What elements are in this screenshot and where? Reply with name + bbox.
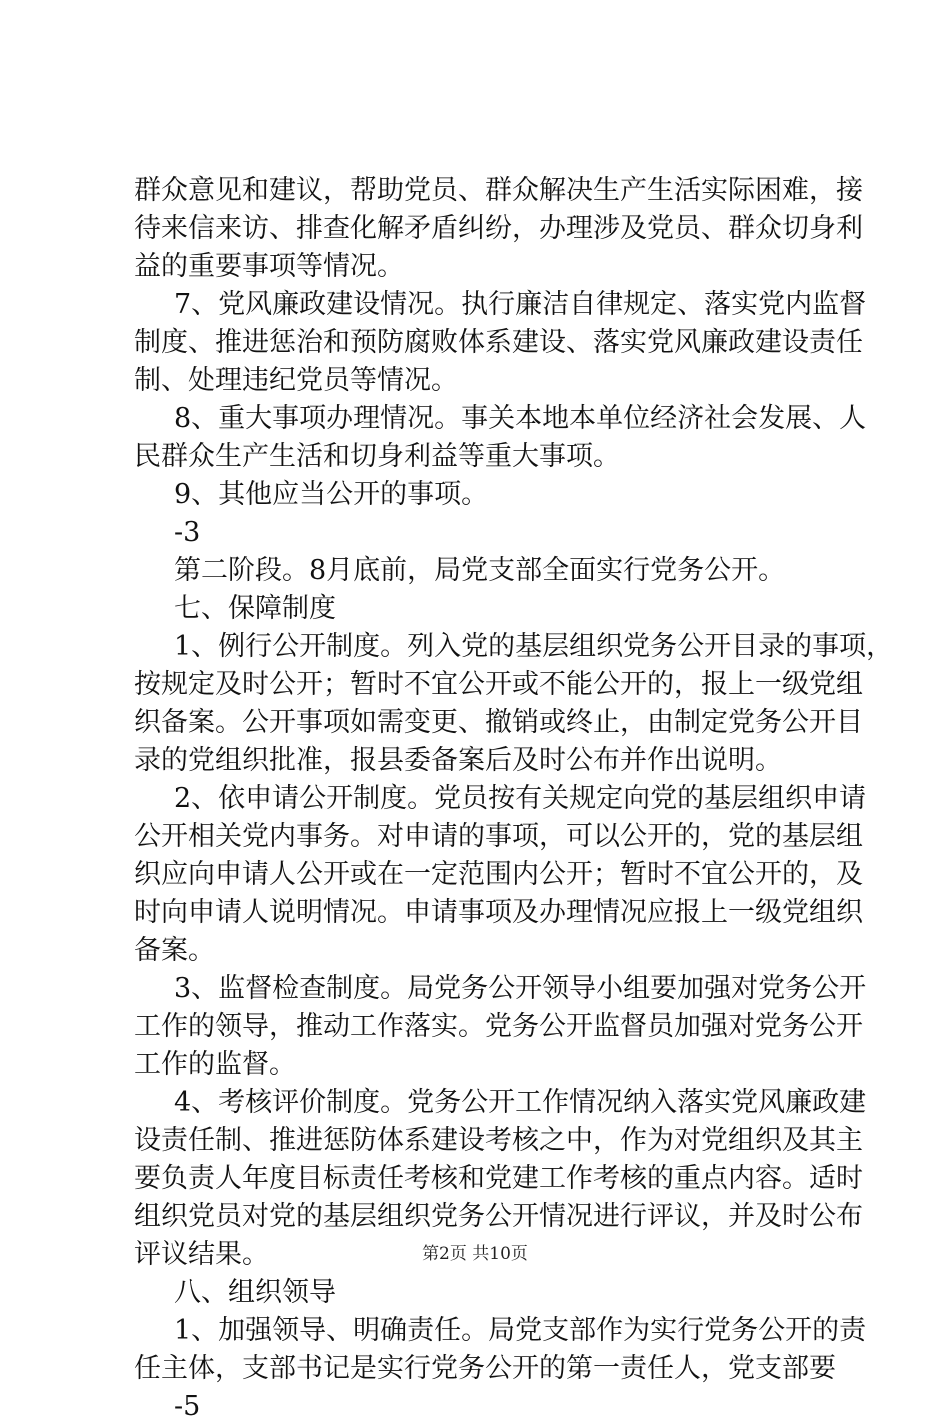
text-line: 9、其他应当公开的事项。 (174, 479, 489, 510)
document-body (134, 172, 894, 1426)
text-line: 评议结果。 (134, 1239, 269, 1270)
text-line: 要负责人年度目标责任考核和党建工作考核的重点内容。适时 (134, 1163, 863, 1194)
text-line: -3 (174, 517, 201, 548)
text-line: 七、保障制度 (174, 593, 336, 624)
text-line: 7、党风廉政建设情况。执行廉洁自律规定、落实党内监督 (174, 289, 867, 320)
text-line: 任主体，支部书记是实行党务公开的第一责任人，党支部要 (134, 1353, 836, 1384)
text-line: 八、组织领导 (174, 1277, 336, 1308)
text-line: -5 (174, 1391, 201, 1422)
text-line: 制度、推进惩治和预防腐败体系建设、落实党风廉政建设责任 (134, 327, 863, 358)
text-line: 待来信来访、排查化解矛盾纠纷，办理涉及党员、群众切身利 (134, 213, 863, 244)
page-number-footer: 第2页 共10页 (422, 1244, 528, 1264)
text-line: 织备案。公开事项如需变更、撤销或终止，由制定党务公开目 (134, 707, 863, 738)
text-line: 3、监督检查制度。局党务公开领导小组要加强对党务公开 (174, 973, 867, 1004)
text-line: 2、依申请公开制度。党员按有关规定向党的基层组织申请 (174, 783, 867, 814)
text-line: 设责任制、推进惩防体系建设考核之中，作为对党组织及其主 (134, 1125, 863, 1156)
text-line: 工作的领导，推动工作落实。党务公开监督员加强对党务公开 (134, 1011, 863, 1042)
text-line: 4、考核评价制度。党务公开工作情况纳入落实党风廉政建 (174, 1087, 867, 1118)
text-line: 工作的监督。 (134, 1049, 296, 1080)
text-line: 8、重大事项办理情况。事关本地本单位经济社会发展、人 (174, 403, 867, 434)
text-line: 第二阶段。8月底前，局党支部全面实行党务公开。 (174, 555, 786, 586)
text-line: 益的重要事项等情况。 (134, 251, 404, 282)
text-line: 备案。 (134, 935, 215, 966)
text-line: 公开相关党内事务。对申请的事项，可以公开的，党的基层组 (134, 821, 863, 852)
text-line: 制、处理违纪党员等情况。 (134, 365, 458, 396)
text-line: 时向申请人说明情况。申请事项及办理情况应报上一级党组织 (134, 897, 863, 928)
text-line: 组织党员对党的基层组织党务公开情况进行评议，并及时公布 (134, 1201, 863, 1232)
text-line: 录的党组织批准，报县委备案后及时公布并作出说明。 (134, 745, 782, 776)
text-line: 1、加强领导、明确责任。局党支部作为实行党务公开的责 (174, 1315, 867, 1346)
text-line: 按规定及时公开；暂时不宜公开或不能公开的，报上一级党组 (134, 669, 863, 700)
text-line: 织应向申请人公开或在一定范围内公开；暂时不宜公开的，及 (134, 859, 863, 890)
text-line: 1、例行公开制度。列入党的基层组织党务公开目录的事项， (174, 631, 894, 662)
text-line: 民群众生产生活和切身利益等重大事项。 (134, 441, 620, 472)
text-line: 群众意见和建议，帮助党员、群众解决生产生活实际困难，接 (134, 175, 863, 206)
